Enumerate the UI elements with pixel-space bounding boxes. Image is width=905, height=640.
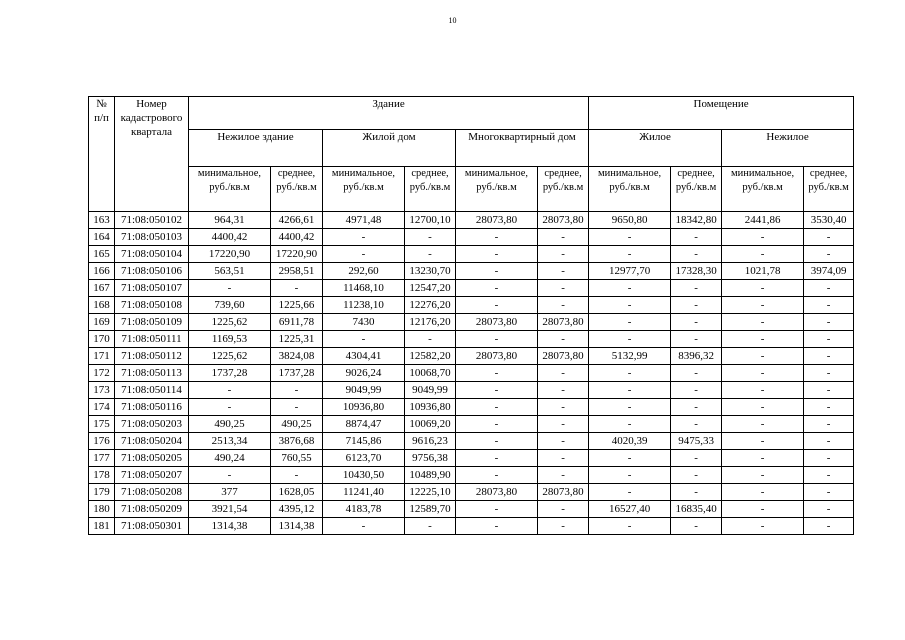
nonresidential-avg: - <box>804 518 854 535</box>
apartment-building-avg: 28073,80 <box>538 348 589 365</box>
apartment-building-min: - <box>456 280 538 297</box>
residential-avg: - <box>671 518 722 535</box>
house-min: 9026,24 <box>323 365 405 382</box>
nonresidential-min: - <box>722 246 804 263</box>
nonres-building-avg: 1225,31 <box>271 331 323 348</box>
nonresidential-avg: - <box>804 229 854 246</box>
header-residential: Жилое <box>589 130 722 167</box>
header-building: Здание <box>189 97 589 130</box>
cadastral-quarter: 71:08:050116 <box>115 399 189 416</box>
nonresidential-avg: - <box>804 348 854 365</box>
nonres-building-min: - <box>189 280 271 297</box>
table-row <box>89 382 854 399</box>
residential-min: - <box>589 280 671 297</box>
row-number: 176 <box>89 433 115 450</box>
apartment-building-avg: - <box>538 518 589 535</box>
nonresidential-avg: - <box>804 399 854 416</box>
apartment-building-min: - <box>456 263 538 280</box>
header-premises: Помещение <box>589 97 854 130</box>
apartment-building-avg: - <box>538 331 589 348</box>
header-min: минимальное, руб./кв.м <box>189 167 271 212</box>
house-avg: 12547,20 <box>405 280 456 297</box>
residential-avg: - <box>671 467 722 484</box>
row-number: 170 <box>89 331 115 348</box>
nonresidential-min: - <box>722 314 804 331</box>
nonresidential-avg: - <box>804 314 854 331</box>
row-number: 175 <box>89 416 115 433</box>
nonres-building-avg: 1225,66 <box>271 297 323 314</box>
house-min: - <box>323 518 405 535</box>
nonres-building-min: 739,60 <box>189 297 271 314</box>
apartment-building-avg: 28073,80 <box>538 212 589 229</box>
apartment-building-avg: - <box>538 280 589 297</box>
house-avg: 12176,20 <box>405 314 456 331</box>
house-avg: 12225,10 <box>405 484 456 501</box>
nonres-building-avg: 3824,08 <box>271 348 323 365</box>
nonresidential-min: - <box>722 416 804 433</box>
residential-avg: - <box>671 314 722 331</box>
apartment-building-avg: - <box>538 467 589 484</box>
house-min: - <box>323 229 405 246</box>
nonres-building-min: - <box>189 382 271 399</box>
residential-min: 4020,39 <box>589 433 671 450</box>
house-min: 10936,80 <box>323 399 405 416</box>
apartment-building-min: 28073,80 <box>456 212 538 229</box>
apartment-building-min: 28073,80 <box>456 314 538 331</box>
nonres-building-min: 1737,28 <box>189 365 271 382</box>
residential-min: - <box>589 416 671 433</box>
nonres-building-avg: 1737,28 <box>271 365 323 382</box>
nonres-building-avg: 760,55 <box>271 450 323 467</box>
apartment-building-min: - <box>456 399 538 416</box>
residential-avg: - <box>671 229 722 246</box>
house-avg: - <box>405 518 456 535</box>
nonres-building-min: 563,51 <box>189 263 271 280</box>
residential-avg: 17328,30 <box>671 263 722 280</box>
apartment-building-min: - <box>456 450 538 467</box>
table-row <box>89 297 854 314</box>
nonres-building-avg: 3876,68 <box>271 433 323 450</box>
house-avg: 13230,70 <box>405 263 456 280</box>
cadastral-quarter: 71:08:050204 <box>115 433 189 450</box>
apartment-building-avg: 28073,80 <box>538 484 589 501</box>
nonresidential-avg: - <box>804 331 854 348</box>
residential-min: 5132,99 <box>589 348 671 365</box>
nonres-building-min: 17220,90 <box>189 246 271 263</box>
cadastral-quarter: 71:08:050107 <box>115 280 189 297</box>
table-body <box>89 212 854 535</box>
nonresidential-min: - <box>722 450 804 467</box>
residential-min: - <box>589 297 671 314</box>
house-avg: 12700,10 <box>405 212 456 229</box>
residential-min: - <box>589 484 671 501</box>
table-row <box>89 365 854 382</box>
cadastral-quarter: 71:08:050203 <box>115 416 189 433</box>
header-avg: среднее, руб./кв.м <box>671 167 722 212</box>
nonresidential-avg: - <box>804 416 854 433</box>
page-number: 10 <box>448 16 457 25</box>
row-number: 172 <box>89 365 115 382</box>
apartment-building-avg: - <box>538 365 589 382</box>
nonresidential-min: - <box>722 518 804 535</box>
table-row <box>89 399 854 416</box>
house-avg: 10489,90 <box>405 467 456 484</box>
header-avg: среднее, руб./кв.м <box>804 167 854 212</box>
residential-min: - <box>589 399 671 416</box>
residential-min: - <box>589 450 671 467</box>
nonres-building-avg: - <box>271 382 323 399</box>
table-row <box>89 518 854 535</box>
apartment-building-avg: - <box>538 229 589 246</box>
row-number: 168 <box>89 297 115 314</box>
nonresidential-min: - <box>722 229 804 246</box>
header-min: минимальное, руб./кв.м <box>456 167 538 212</box>
residential-avg: - <box>671 246 722 263</box>
header-kadastr: Номер кадастрового квартала <box>115 97 189 212</box>
cadastral-quarter: 71:08:050205 <box>115 450 189 467</box>
nonres-building-min: 4400,42 <box>189 229 271 246</box>
apartment-building-min: - <box>456 246 538 263</box>
residential-min: - <box>589 382 671 399</box>
nonres-building-min: 964,31 <box>189 212 271 229</box>
residential-avg: - <box>671 297 722 314</box>
residential-avg: - <box>671 280 722 297</box>
house-min: 4183,78 <box>323 501 405 518</box>
cadastral-quarter: 71:08:050209 <box>115 501 189 518</box>
row-number: 167 <box>89 280 115 297</box>
nonresidential-avg: - <box>804 501 854 518</box>
nonres-building-min: - <box>189 467 271 484</box>
cadastral-quarter: 71:08:050114 <box>115 382 189 399</box>
nonresidential-min: - <box>722 467 804 484</box>
table-row <box>89 212 854 229</box>
house-min: 11238,10 <box>323 297 405 314</box>
residential-avg: - <box>671 382 722 399</box>
house-min: - <box>323 246 405 263</box>
header-min: минимальное, руб./кв.м <box>323 167 405 212</box>
cadastral-quarter: 71:08:050113 <box>115 365 189 382</box>
nonresidential-min: - <box>722 280 804 297</box>
cadastral-quarter: 71:08:050106 <box>115 263 189 280</box>
table-row <box>89 501 854 518</box>
table-row <box>89 246 854 263</box>
house-avg: - <box>405 246 456 263</box>
header-min: минимальное, руб./кв.м <box>722 167 804 212</box>
apartment-building-min: - <box>456 501 538 518</box>
cadastral-value-table <box>88 96 854 535</box>
nonresidential-avg: - <box>804 297 854 314</box>
house-avg: 12582,20 <box>405 348 456 365</box>
header-avg: среднее, руб./кв.м <box>538 167 589 212</box>
residential-avg: - <box>671 331 722 348</box>
row-number: 171 <box>89 348 115 365</box>
nonresidential-min: - <box>722 297 804 314</box>
residential-min: 16527,40 <box>589 501 671 518</box>
table-row <box>89 331 854 348</box>
house-min: 7145,86 <box>323 433 405 450</box>
house-avg: - <box>405 229 456 246</box>
nonres-building-avg: 4395,12 <box>271 501 323 518</box>
house-min: 11241,40 <box>323 484 405 501</box>
header-apartment-building: Многоквартирный дом <box>456 130 589 167</box>
row-number: 179 <box>89 484 115 501</box>
cadastral-quarter: 71:08:050104 <box>115 246 189 263</box>
nonres-building-avg: - <box>271 399 323 416</box>
residential-min: 9650,80 <box>589 212 671 229</box>
residential-min: - <box>589 314 671 331</box>
nonres-building-min: 1225,62 <box>189 314 271 331</box>
table-row <box>89 433 854 450</box>
apartment-building-min: - <box>456 467 538 484</box>
apartment-building-min: - <box>456 416 538 433</box>
house-min: 4304,41 <box>323 348 405 365</box>
nonresidential-avg: - <box>804 433 854 450</box>
house-avg: 12589,70 <box>405 501 456 518</box>
cadastral-quarter: 71:08:050208 <box>115 484 189 501</box>
row-number: 169 <box>89 314 115 331</box>
apartment-building-min: - <box>456 331 538 348</box>
nonresidential-min: 1021,78 <box>722 263 804 280</box>
residential-min: - <box>589 365 671 382</box>
residential-avg: - <box>671 484 722 501</box>
house-avg: 12276,20 <box>405 297 456 314</box>
cadastral-quarter: 71:08:050111 <box>115 331 189 348</box>
nonres-building-min: 490,24 <box>189 450 271 467</box>
residential-min: - <box>589 331 671 348</box>
apartment-building-avg: - <box>538 263 589 280</box>
apartment-building-avg: - <box>538 433 589 450</box>
nonresidential-avg: - <box>804 467 854 484</box>
nonres-building-min: 490,25 <box>189 416 271 433</box>
row-number: 181 <box>89 518 115 535</box>
table-row <box>89 314 854 331</box>
apartment-building-avg: - <box>538 246 589 263</box>
residential-avg: 8396,32 <box>671 348 722 365</box>
nonresidential-avg: - <box>804 365 854 382</box>
house-min: 6123,70 <box>323 450 405 467</box>
residential-avg: 16835,40 <box>671 501 722 518</box>
header-nonresidential: Нежилое <box>722 130 854 167</box>
nonresidential-avg: - <box>804 246 854 263</box>
nonresidential-min: - <box>722 382 804 399</box>
nonresidential-min: - <box>722 348 804 365</box>
row-number: 177 <box>89 450 115 467</box>
row-number: 178 <box>89 467 115 484</box>
residential-avg: 18342,80 <box>671 212 722 229</box>
residential-min: 12977,70 <box>589 263 671 280</box>
house-avg: 9756,38 <box>405 450 456 467</box>
nonres-building-avg: 4266,61 <box>271 212 323 229</box>
apartment-building-min: - <box>456 297 538 314</box>
row-number: 174 <box>89 399 115 416</box>
nonresidential-avg: - <box>804 450 854 467</box>
house-min: 10430,50 <box>323 467 405 484</box>
apartment-building-min: - <box>456 229 538 246</box>
cadastral-quarter: 71:08:050109 <box>115 314 189 331</box>
residential-avg: - <box>671 416 722 433</box>
apartment-building-avg: - <box>538 382 589 399</box>
residential-min: - <box>589 246 671 263</box>
house-min: 292,60 <box>323 263 405 280</box>
house-min: 8874,47 <box>323 416 405 433</box>
table-row <box>89 280 854 297</box>
nonresidential-min: 2441,86 <box>722 212 804 229</box>
residential-avg: - <box>671 399 722 416</box>
nonresidential-avg: - <box>804 484 854 501</box>
residential-min: - <box>589 229 671 246</box>
nonres-building-avg: 2958,51 <box>271 263 323 280</box>
house-min: 7430 <box>323 314 405 331</box>
house-avg: 10068,70 <box>405 365 456 382</box>
house-avg: 10936,80 <box>405 399 456 416</box>
apartment-building-avg: - <box>538 501 589 518</box>
header-avg: среднее, руб./кв.м <box>405 167 456 212</box>
nonresidential-avg: - <box>804 280 854 297</box>
apartment-building-avg: - <box>538 416 589 433</box>
nonres-building-min: 2513,34 <box>189 433 271 450</box>
house-avg: - <box>405 331 456 348</box>
house-avg: 9049,99 <box>405 382 456 399</box>
nonres-building-avg: 4400,42 <box>271 229 323 246</box>
cadastral-quarter: 71:08:050103 <box>115 229 189 246</box>
nonres-building-min: 377 <box>189 484 271 501</box>
nonresidential-min: - <box>722 331 804 348</box>
row-number: 166 <box>89 263 115 280</box>
table-row <box>89 467 854 484</box>
nonres-building-min: - <box>189 399 271 416</box>
apartment-building-min: - <box>456 433 538 450</box>
house-min: 9049,99 <box>323 382 405 399</box>
house-avg: 10069,20 <box>405 416 456 433</box>
residential-avg: - <box>671 450 722 467</box>
apartment-building-min: 28073,80 <box>456 484 538 501</box>
header-num: № п/п <box>89 97 115 212</box>
cadastral-quarter: 71:08:050301 <box>115 518 189 535</box>
apartment-building-min: - <box>456 518 538 535</box>
table-row <box>89 416 854 433</box>
nonres-building-avg: - <box>271 467 323 484</box>
header-nonres-building: Нежилое здание <box>189 130 323 167</box>
row-number: 173 <box>89 382 115 399</box>
apartment-building-avg: - <box>538 297 589 314</box>
row-number: 164 <box>89 229 115 246</box>
nonres-building-avg: 1314,38 <box>271 518 323 535</box>
apartment-building-min: 28073,80 <box>456 348 538 365</box>
nonres-building-min: 3921,54 <box>189 501 271 518</box>
residential-min: - <box>589 518 671 535</box>
table-row <box>89 229 854 246</box>
row-number: 180 <box>89 501 115 518</box>
nonresidential-min: - <box>722 484 804 501</box>
nonresidential-avg: 3974,09 <box>804 263 854 280</box>
residential-avg: - <box>671 365 722 382</box>
table-row <box>89 484 854 501</box>
table-row <box>89 450 854 467</box>
nonres-building-min: 1169,53 <box>189 331 271 348</box>
row-number: 165 <box>89 246 115 263</box>
header-min: минимальное, руб./кв.м <box>589 167 671 212</box>
nonresidential-min: - <box>722 399 804 416</box>
cadastral-quarter: 71:08:050112 <box>115 348 189 365</box>
nonresidential-avg: 3530,40 <box>804 212 854 229</box>
cadastral-quarter: 71:08:050108 <box>115 297 189 314</box>
nonres-building-avg: 17220,90 <box>271 246 323 263</box>
nonres-building-avg: 1628,05 <box>271 484 323 501</box>
nonres-building-avg: - <box>271 280 323 297</box>
house-avg: 9616,23 <box>405 433 456 450</box>
apartment-building-min: - <box>456 382 538 399</box>
table-row <box>89 348 854 365</box>
cadastral-quarter: 71:08:050102 <box>115 212 189 229</box>
header-house: Жилой дом <box>323 130 456 167</box>
nonresidential-avg: - <box>804 382 854 399</box>
nonres-building-min: 1314,38 <box>189 518 271 535</box>
row-number: 163 <box>89 212 115 229</box>
apartment-building-avg: 28073,80 <box>538 314 589 331</box>
cadastral-quarter: 71:08:050207 <box>115 467 189 484</box>
residential-avg: 9475,33 <box>671 433 722 450</box>
house-min: 4971,48 <box>323 212 405 229</box>
nonresidential-min: - <box>722 433 804 450</box>
apartment-building-min: - <box>456 365 538 382</box>
apartment-building-avg: - <box>538 399 589 416</box>
residential-min: - <box>589 467 671 484</box>
nonresidential-min: - <box>722 365 804 382</box>
house-min: - <box>323 331 405 348</box>
nonresidential-min: - <box>722 501 804 518</box>
nonres-building-min: 1225,62 <box>189 348 271 365</box>
nonres-building-avg: 490,25 <box>271 416 323 433</box>
house-min: 11468,10 <box>323 280 405 297</box>
apartment-building-avg: - <box>538 450 589 467</box>
table-row <box>89 263 854 280</box>
nonres-building-avg: 6911,78 <box>271 314 323 331</box>
header-avg: среднее, руб./кв.м <box>271 167 323 212</box>
